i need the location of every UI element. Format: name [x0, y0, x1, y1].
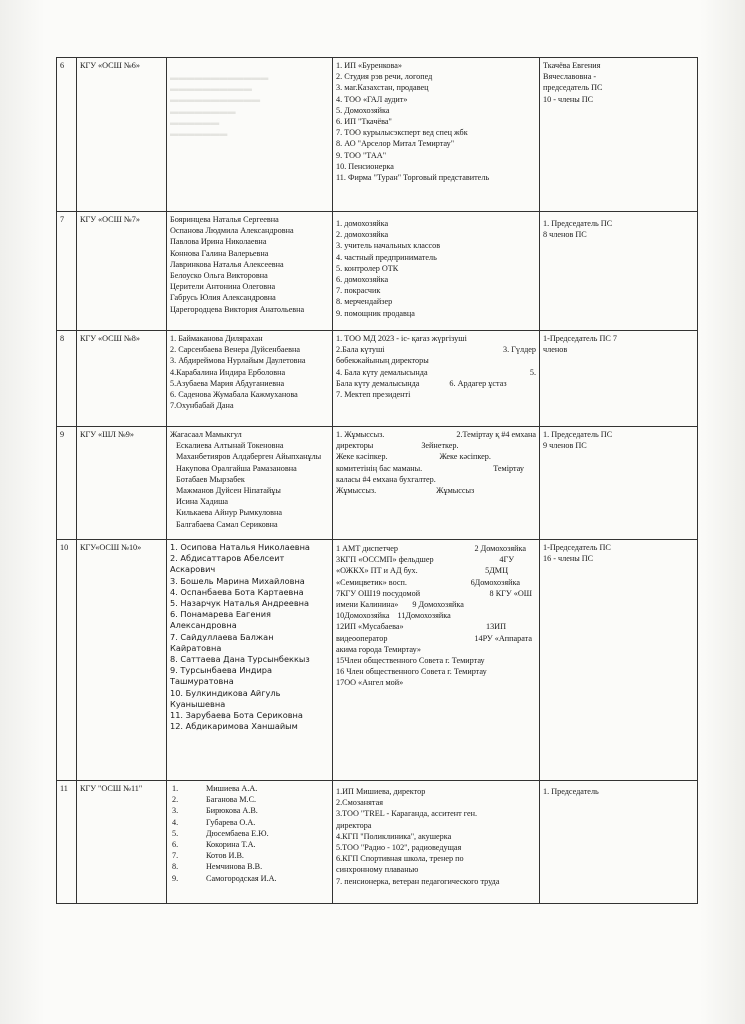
member-name: 6. Понамарева Еагения	[170, 609, 271, 620]
table-row	[57, 212, 698, 331]
member-name	[170, 805, 329, 816]
workplace-item: 5. Домохозяйка	[336, 105, 390, 115]
member-name: 10. Булкиндикова Айгуль	[170, 687, 281, 698]
workplace-item: бөбекжайының директоры	[336, 356, 429, 366]
row-number: 8	[57, 331, 77, 427]
workplace-item: 12ИП «Мусабаева»	[336, 622, 404, 632]
workplace-item: акима города Темиртау»	[336, 644, 422, 654]
workplaces-list	[333, 331, 540, 427]
workplace-item: 5. контролер ОТК	[336, 263, 399, 273]
member-name-text: Мишиева А.А.	[206, 784, 258, 793]
member-number: 4.	[172, 817, 179, 827]
member-name: Ташмуратовна	[170, 676, 234, 687]
member-name: 1. Осипова Наталья Николаевна	[170, 542, 310, 552]
member-name: 5.Азубаева Мария Абдуганиевна	[170, 378, 285, 388]
workplace-item: Жеке кәсіпкер.	[336, 452, 388, 462]
row-number: 6	[57, 58, 77, 212]
workplace-item: 5ДМЦ	[485, 566, 508, 576]
workplace-item: 7. покрасчик	[336, 286, 381, 296]
row-number: 7	[57, 212, 77, 331]
workplace-item: «Семицветик» восп.	[336, 577, 407, 587]
workplace-line	[336, 621, 536, 632]
member-name: Килькаева Айнур Рымкуловна	[176, 508, 283, 518]
workplace-item: 9 Домохозяйка	[412, 600, 464, 610]
member-name: Церители Антонина Олеговна	[170, 282, 276, 292]
member-name: 9. Турсынбаева Индира	[170, 665, 272, 676]
member-name: 5. Назарчук Наталья Андреевна	[170, 598, 310, 609]
workplace-item: 1. домохозяйка	[336, 219, 389, 228]
workplace-item: 3. учитель начальных классов	[336, 241, 441, 251]
member-name: Павлова Ирина Николаевна	[170, 237, 267, 247]
member-name: 3. Абдиреймова Нурлайым Даулетовна	[170, 356, 306, 366]
workplace-line	[336, 378, 536, 389]
members-list	[167, 540, 333, 781]
workplace-item: комитетінің бас маманы.	[336, 463, 423, 473]
workplaces-list	[333, 781, 540, 904]
role-line: Вячеславовна -	[543, 72, 597, 82]
organization-name: КГУ «ШЛ №9»	[77, 427, 167, 540]
faded-text-line: ▬▬▬▬▬▬▬▬▬▬▬	[170, 95, 261, 105]
council-roles	[540, 781, 698, 904]
role-line: членов	[543, 345, 568, 355]
parent-councils-table	[56, 57, 698, 904]
workplace-item: 2. домохозяйка	[336, 230, 389, 240]
organization-name: КГУ «ОСШ №8»	[77, 331, 167, 427]
member-name: Ботабаев Мырзабек	[176, 474, 245, 484]
workplace-item: имени Калинина»	[336, 600, 399, 610]
workplace-item: 7КГУ ОШ19 посудомой	[336, 588, 421, 598]
organization-name: КГУ «ОСШ №6»	[77, 58, 167, 212]
workplace-item: Жұмыссыз.	[336, 486, 377, 496]
workplace-item: 1. Жұмыссыз.	[336, 430, 385, 439]
workplaces-list	[333, 540, 540, 781]
faded-text-line: ▬▬▬▬▬▬▬	[170, 129, 228, 139]
member-number: 7.	[172, 851, 179, 861]
member-name	[170, 828, 329, 839]
workplace-item: 6. Ардагер ұстаз	[449, 378, 507, 388]
member-number: 6.	[172, 840, 179, 850]
council-roles	[540, 331, 698, 427]
member-name-text: Котов И.В.	[206, 851, 244, 861]
member-name	[170, 850, 329, 861]
workplace-item: 2.Теміртау қ #4 емхана	[456, 430, 536, 439]
member-name: 2. Сарсенбаева Венера Дуйсенбаевна	[170, 345, 301, 355]
workplace-line	[336, 588, 536, 599]
workplace-item: 5.ТОО "Радио - 102", радиоведущая	[336, 843, 462, 853]
member-name: Габрусь Юлия Александровна	[170, 293, 276, 303]
faded-text-line: ▬▬▬▬▬▬	[170, 117, 220, 127]
member-name: Исина Хадиша	[176, 497, 229, 507]
council-roles	[540, 58, 698, 212]
faded-text-line: ▬▬▬▬▬▬▬▬	[170, 106, 236, 116]
member-name-text: Баганова М.С.	[206, 795, 257, 805]
role-line: председатель ПС	[543, 83, 603, 93]
workplace-line	[336, 463, 536, 474]
role-line: Ткачёва Евгения	[543, 61, 601, 70]
workplace-line	[336, 440, 536, 451]
workplace-item: 6. ИП "Ткачёва"	[336, 117, 392, 127]
workplace-item: Бала күту демалысында	[336, 378, 420, 388]
table-row	[57, 427, 698, 540]
organization-name: КГУ«ОСШ №10»	[77, 540, 167, 781]
workplace-item: Жеке кәсіпкер.	[439, 452, 491, 462]
workplace-item: 1 АМТ диспетчер	[336, 544, 399, 553]
workplace-item: 1. ИП «Буренкова»	[336, 61, 402, 70]
workplace-item: 4. ТОО «ГАЛ аудит»	[336, 94, 408, 104]
workplace-item: 8. АО "Арселор Митал Темиртау"	[336, 139, 455, 149]
workplace-line	[336, 610, 536, 621]
workplace-item: каласы #4 емхана бухгалтер.	[336, 474, 436, 484]
role-line: 8 членов ПС	[543, 230, 587, 240]
member-number: 3.	[172, 806, 179, 816]
workplace-item: 7. Мектеп президенті	[336, 390, 411, 400]
member-name: Ескалиева Алтынай Токеновна	[176, 441, 284, 451]
member-name: 6. Саденова Жумабала Кажмуханова	[170, 390, 298, 400]
member-name-text: Дюсембаева Е.Ю.	[206, 828, 269, 838]
workplace-item: 7. ТОО курылысэксперт вед спец жбк	[336, 128, 468, 138]
workplace-item: 8 КГУ «ОШ	[489, 588, 532, 598]
workplace-line	[336, 451, 536, 462]
row-number: 11	[57, 781, 77, 904]
workplace-item: 17ОО «Ангел мой»	[336, 678, 404, 688]
workplace-line	[336, 344, 536, 355]
member-number: 5.	[172, 828, 179, 838]
workplaces-list	[333, 58, 540, 212]
member-name: Аскарович	[170, 564, 216, 575]
workplace-line	[336, 633, 536, 644]
workplace-item: 2 Домохозяйка	[474, 544, 526, 553]
workplace-item: 2.Бала күтуші	[336, 345, 385, 355]
workplace-line	[336, 429, 536, 440]
workplace-item: 15Член общественного Совета г. Темиртау	[336, 656, 485, 666]
member-name	[170, 817, 329, 828]
member-name: Кайратовна	[170, 642, 222, 653]
members-list	[167, 212, 333, 331]
members-list	[167, 427, 333, 540]
workplace-item: синхронному плаванью	[336, 865, 419, 875]
workplace-item: 8. мерчендайзер	[336, 297, 393, 307]
workplace-item: 9. помощник продавца	[336, 308, 415, 318]
workplace-item: 4.КГП "Поликлиника", акушерка	[336, 831, 452, 841]
member-name	[170, 794, 329, 805]
table-row	[57, 540, 698, 781]
table-row	[57, 781, 698, 904]
faded-text-line: ▬▬▬▬▬▬▬▬▬▬	[170, 84, 252, 94]
workplace-item: 6.КГП Спортивная школа, тренер по	[336, 854, 464, 864]
workplace-item: 9. ТОО "ТАА"	[336, 150, 387, 160]
role-line: 1. Председатель	[543, 787, 599, 796]
workplace-line	[336, 485, 536, 496]
role-line: 9 членов ПС	[543, 441, 587, 451]
workplace-item: 10. Пенсионерка	[336, 161, 394, 171]
members-list	[167, 331, 333, 427]
member-number: 8.	[172, 862, 179, 872]
workplace-item: Зейнеткер.	[421, 441, 459, 451]
workplace-item: 1. ТОО МД 2023 - іс- қағаз жүргізуші	[336, 334, 467, 343]
row-number: 9	[57, 427, 77, 540]
workplace-item: директоры	[336, 441, 374, 451]
workplace-item: 5.	[529, 367, 536, 377]
member-name: 7. Сайдуллаева Балжан	[170, 631, 274, 642]
workplace-item: 3.ТОО "TREL - Караганда, асситент ген.	[336, 809, 478, 819]
workplace-line	[336, 599, 536, 610]
member-name-text: Самогородская И.А.	[206, 873, 277, 883]
workplace-item: 10Домохозяйка	[336, 611, 390, 621]
workplace-item: 11Домохозяйка	[397, 611, 451, 621]
workplace-item: директора	[336, 820, 372, 830]
workplace-item: 1.ИП Мишиева, директор	[336, 787, 426, 796]
workplace-line	[336, 554, 536, 565]
members-list	[167, 781, 333, 904]
member-name: Царегородцева Виктория Анатольевна	[170, 304, 305, 314]
role-line: 1-Председатель ПС	[543, 543, 611, 552]
member-name: Александровна	[170, 620, 237, 631]
member-name: 3. Бошель Марина Михайловна	[170, 575, 305, 586]
workplace-line	[336, 367, 536, 378]
member-name: 12. Абдикаримова Ханшайым	[170, 721, 298, 732]
row-number: 10	[57, 540, 77, 781]
member-name: Жагасаал Мамыкгул	[170, 430, 242, 439]
workplace-item: 3. маг.Казахстан, продавец	[336, 83, 429, 93]
member-name-text: Бирюкова А.В.	[206, 806, 258, 816]
role-line: 1. Председатель ПС	[543, 430, 613, 439]
member-name: 4. Оспанбаева Бота Картаевна	[170, 586, 304, 597]
workplace-item: 3. Гүлдер	[503, 345, 536, 355]
member-name: 4.Карабалина Индира Ерболовна	[170, 367, 286, 377]
member-name	[170, 861, 329, 872]
workplace-line	[336, 565, 536, 576]
faded-text-line: ▬▬▬▬▬▬▬▬▬▬▬▬	[170, 73, 269, 82]
member-name: Оспанова Людмила Александровна	[170, 226, 294, 236]
member-name: Куанышевна	[170, 698, 226, 709]
member-name: 7.Охунбабай Дана	[170, 401, 234, 411]
workplace-item: Теміртау	[493, 463, 524, 473]
workplace-line	[336, 577, 536, 588]
member-name: Накупова Оралгайша Рамазановна	[176, 463, 297, 473]
workplace-item: 13ИП	[485, 622, 506, 632]
workplace-item: видеооператор	[336, 633, 388, 643]
member-name: Белоуско Ольга Викторовна	[170, 271, 268, 281]
council-roles	[540, 540, 698, 781]
role-line: 1. Председатель ПС	[543, 219, 613, 228]
workplace-item: Жұмыссыз	[436, 486, 475, 496]
council-roles	[540, 212, 698, 331]
member-name: 2. Абдисаттаров Абелсеит	[170, 553, 285, 564]
workplace-item: «ОЖКХ» ПТ и АД бух.	[336, 566, 418, 576]
workplaces-list	[333, 212, 540, 331]
member-name: Балгабаева Самал Сериковна	[176, 519, 278, 529]
member-name: 8. Саттаева Дана Турсынбеккыз	[170, 654, 310, 665]
workplace-item: 4. частный предприниматель	[336, 252, 437, 262]
member-name-text: Губарева О.А.	[206, 817, 256, 827]
role-line: 16 - члены ПС	[543, 554, 594, 564]
member-name: 11. Зарубаева Бота Сериковна	[170, 710, 303, 721]
workplace-item: 6. домохозяйка	[336, 275, 389, 285]
member-number: 9.	[172, 873, 179, 883]
member-name: Коннова Галина Валерьевна	[170, 248, 269, 258]
workplace-item: 11. Фирма "Туран" Торговый представитель	[336, 173, 490, 183]
role-line: 1-Председатель ПС 7	[543, 334, 617, 343]
organization-name: КГУ "ОСШ №11"	[77, 781, 167, 904]
member-number: 1.	[172, 784, 179, 793]
workplace-item: 16 Член общественного Совета г. Темиртау	[336, 667, 487, 677]
member-name-text: Немчинова В.В.	[206, 862, 263, 872]
workplace-item: 14РУ «Аппарата	[474, 633, 532, 643]
member-name: Лавринкова Наталья Алексеевна	[170, 259, 284, 269]
workplace-item: 7. пенсионерка, ветеран педагогического труда	[336, 876, 500, 886]
organization-name: КГУ «ОСШ №7»	[77, 212, 167, 331]
workplace-item: 2. Студия рэв речи, логопед	[336, 72, 433, 82]
council-roles	[540, 427, 698, 540]
member-name: Маханбетияров Алдаберген Айыпханұлы	[176, 452, 322, 462]
member-name-text: Кокорина Т.А.	[206, 840, 256, 850]
role-line: 10 - члены ПС	[543, 94, 594, 104]
member-name: 1. Баймаканова Дилярахан	[170, 334, 263, 343]
member-name	[170, 839, 329, 850]
workplace-item: 3КГП «ОССМП» фельдшер	[336, 555, 434, 565]
workplace-item: 4ГУ	[499, 555, 514, 565]
workplace-line	[336, 543, 536, 554]
workplaces-list	[333, 427, 540, 540]
member-number: 2.	[172, 795, 179, 805]
member-name	[170, 783, 329, 794]
table-row	[57, 331, 698, 427]
table-row	[57, 58, 698, 212]
member-name: Бояринцева Наталья Сергеевна	[170, 215, 279, 224]
member-name	[170, 873, 329, 884]
members-list-faded	[167, 58, 333, 212]
workplace-item: 4. Бала күту демалысында	[336, 367, 428, 377]
member-name: Мажманов Дуйсен Ніпатайұы	[176, 486, 281, 496]
workplace-item: 6Домохозяйка	[470, 577, 520, 587]
workplace-item: 2.Смозанятая	[336, 798, 383, 808]
